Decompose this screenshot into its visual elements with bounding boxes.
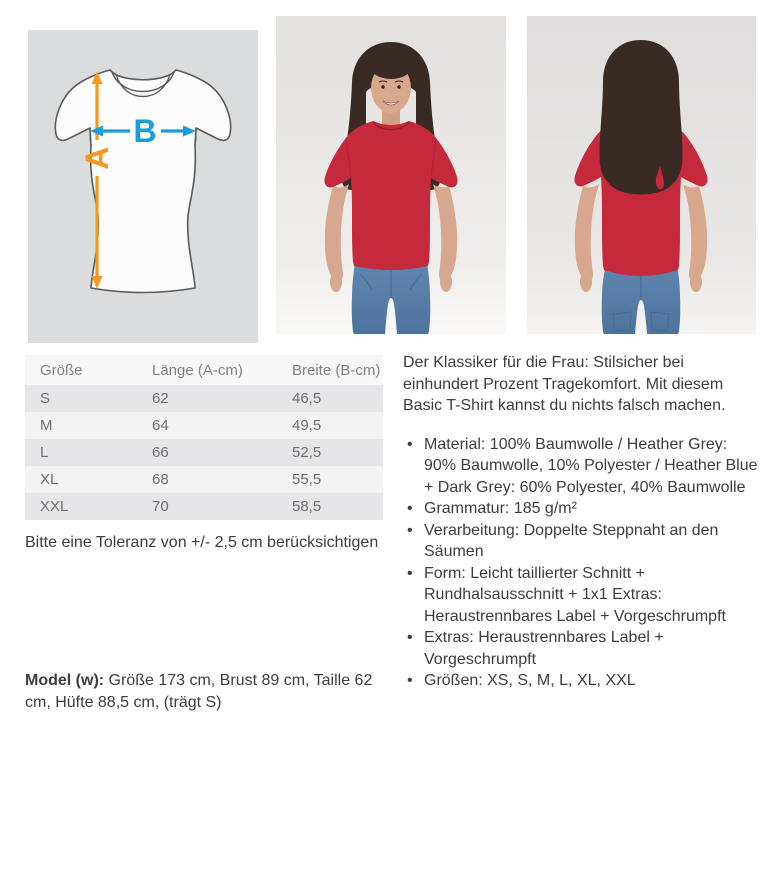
size-table — [25, 355, 383, 520]
length-cell: 68 — [152, 471, 169, 488]
measure-label-b: B — [133, 113, 157, 149]
length-cell: 62 — [152, 390, 169, 407]
table-row — [25, 439, 383, 466]
description-bullet: • Form: Leicht taillierter Schnitt + Rundhalsausschnitt + 1x1 Extras: Heraustrennbares Label + Vorgeschrumpft — [403, 563, 763, 628]
tolerance-note: Bitte eine Toleranz von +/- 2,5 cm berücksichtigen — [25, 534, 379, 551]
description-bullet: • Größen: XS, S, M, L, XL, XXL — [403, 670, 763, 692]
model-info — [25, 670, 387, 714]
size-cell: XL — [40, 471, 59, 488]
table-row — [25, 385, 383, 412]
length-cell: 66 — [152, 444, 169, 461]
tshirt-measurement-diagram — [28, 30, 258, 343]
model-info-label: Model (w): — [25, 672, 105, 689]
table-row — [25, 466, 383, 493]
size-cell: S — [40, 390, 51, 407]
size-cell: M — [40, 417, 53, 434]
width-cell: 52,5 — [292, 444, 322, 461]
size-info-column — [25, 355, 383, 735]
width-cell: 58,5 — [292, 498, 322, 515]
model-hair-back — [600, 40, 683, 195]
width-cell: 55,5 — [292, 471, 322, 488]
col-header-size: Größe — [40, 361, 83, 379]
model-info-text: Größe 173 cm, Brust 89 cm, Taille 62 cm, Hüfte 88,5 cm, (trägt S) — [25, 672, 373, 711]
width-cell: 46,5 — [292, 390, 322, 407]
width-cell: 49,5 — [292, 417, 322, 434]
product-description — [403, 352, 763, 692]
size-diagram-image[interactable] — [28, 30, 258, 343]
description-bullet: • Extras: Heraustrennbares Label + Vorgeschrumpft — [403, 627, 763, 670]
measure-label-a: A — [79, 146, 115, 170]
description-bullet: • Verarbeitung: Doppelte Steppnaht an den Säumen — [403, 520, 763, 563]
size-cell: L — [40, 444, 49, 461]
model-back-illustration — [527, 16, 756, 334]
description-bullet-list — [403, 434, 763, 692]
model-back-photo[interactable] — [527, 16, 756, 334]
model-front-photo[interactable] — [276, 16, 506, 334]
table-row — [25, 412, 383, 439]
size-table-header-row — [25, 355, 383, 385]
description-bullet: • Material: 100% Baumwolle / Heather Grey: 90% Baumwolle, 10% Polyester / Heather Blue + Dark Grey: 60% Polyester, 40% Baumwolle — [403, 434, 763, 499]
description-bullet: • Grammatur: 185 g/m² — [403, 498, 763, 520]
size-cell: XXL — [40, 498, 69, 515]
length-cell: 70 — [152, 498, 169, 515]
model-hair-top — [370, 53, 412, 79]
description-intro: Der Klassiker für die Frau: Stilsicher bei einhundert Prozent Tragekomfort. Mit diesem Basic T-Shirt kannst du nichts falsch machen. — [403, 354, 726, 414]
table-row — [25, 493, 383, 520]
length-cell: 64 — [152, 417, 169, 434]
col-header-width: Breite (B-cm) — [292, 361, 381, 379]
col-header-length: Länge (A-cm) — [152, 361, 243, 379]
model-front-illustration — [276, 16, 506, 334]
